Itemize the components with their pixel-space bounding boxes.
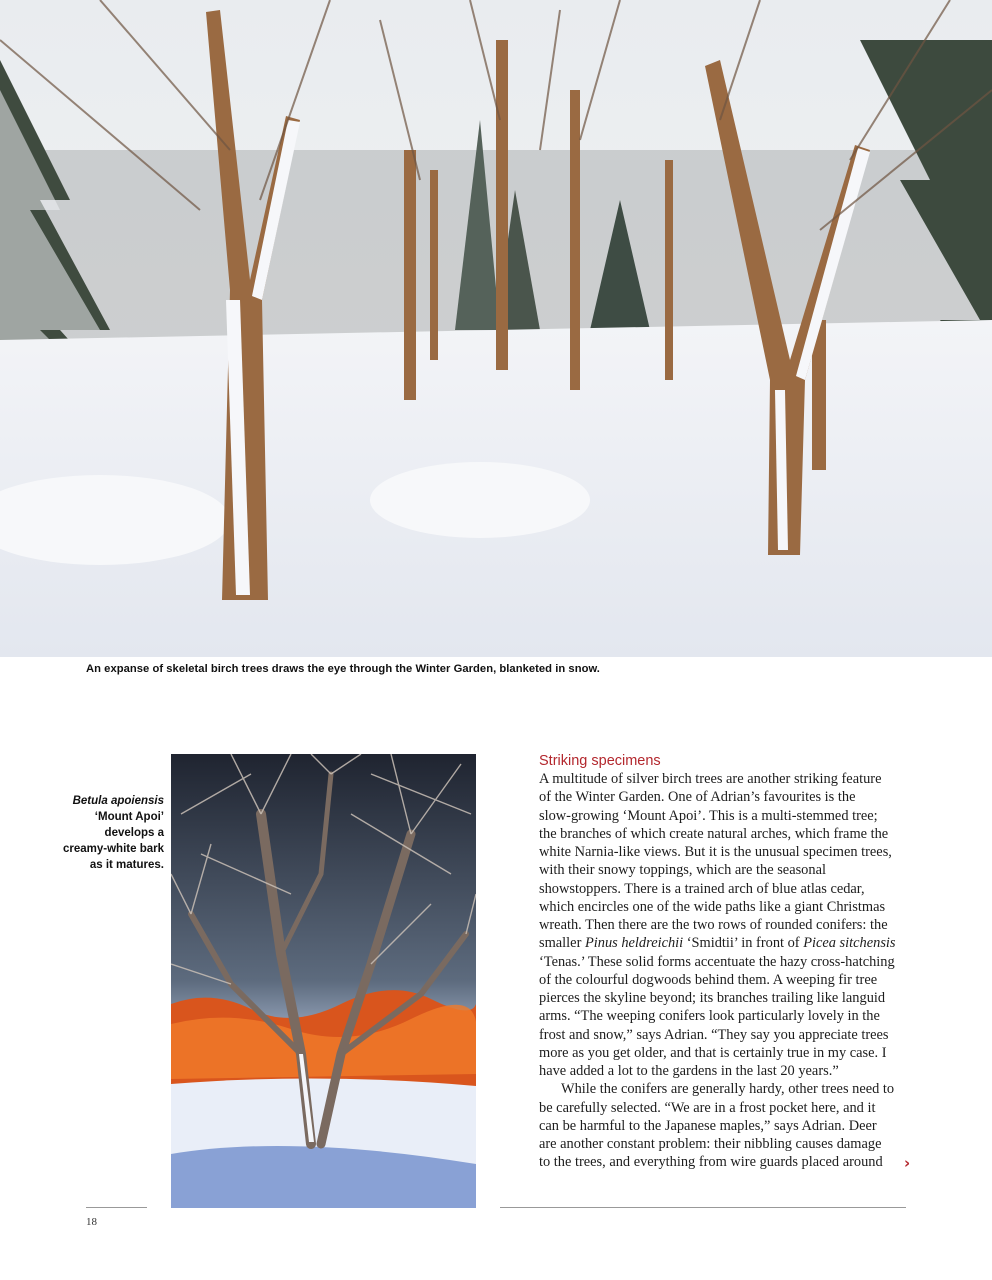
article-body <box>539 753 906 1172</box>
hero-caption: An expanse of skeletal birch trees draws the eye through the Winter Garden, blanketed in snow. <box>86 663 600 675</box>
body-line: more as you get older, and that is certainly true in my case. I <box>539 1044 887 1061</box>
body-line: with their snowy toppings, which are the seasonal <box>539 862 826 879</box>
body-text: smaller <box>539 935 585 952</box>
footer-rule-right <box>500 1207 906 1208</box>
body-line: frost and snow,” says Adrian. “They say you appreciate trees <box>539 1026 889 1043</box>
side-caption-line: creamy-white bark <box>63 843 164 855</box>
body-line: showstoppers. There is a trained arch of blue atlas cedar, <box>539 880 865 897</box>
body-line: can be harmful to the Japanese maples,” says Adrian. Deer <box>539 1117 877 1134</box>
betula-photo-illustration <box>171 754 476 1208</box>
side-caption-line: as it matures. <box>89 859 164 871</box>
body-text: ‘Smidtii’ in front of <box>683 935 804 952</box>
body-line: be carefully selected. “We are in a frost pocket here, and it <box>539 1099 876 1116</box>
body-line: to the trees, and everything from wire guards placed around <box>539 1154 883 1171</box>
body-line: A multitude of silver birch trees are another striking feature <box>539 771 882 787</box>
body-line: of the colourful dogwoods behind them. A weeping fir tree <box>539 971 878 988</box>
body-line: slow-growing ‘Mount Apoi’. This is a multi-stemmed tree; <box>539 807 878 824</box>
side-caption <box>40 793 164 873</box>
body-line: wreath. Then there are the two rows of rounded conifers: the <box>539 917 888 933</box>
body-line: arms. “The weeping conifers look particularly lovely in the <box>539 1008 880 1025</box>
species-name: Pinus heldreichii <box>584 935 684 952</box>
species-name: Picea sitchensis <box>803 935 896 952</box>
body-line: white Narnia-like views. But it is the unusual specimen trees, <box>539 844 892 860</box>
side-caption-species: Betula apoiensis <box>72 795 164 807</box>
body-line: of the Winter Garden. One of Adrian’s favourites is the <box>539 789 856 806</box>
body-line: which encircles one of the wide paths like a giant Christmas <box>539 898 886 915</box>
body-line: the branches of which create natural arches, which frame the <box>539 825 889 842</box>
body-line: ‘Tenas.’ These solid forms accentuate the hazy cross-hatching <box>539 953 895 970</box>
side-caption-line: ‘Mount Apoi’ <box>94 811 164 823</box>
body-line: While the conifers are generally hardy, other trees need to <box>561 1081 895 1098</box>
footer-rule-left <box>86 1207 147 1208</box>
section-heading: Striking specimens <box>539 753 661 769</box>
body-line: are another constant problem: their nibbling causes damage <box>539 1136 882 1152</box>
continue-arrow-icon: › <box>904 1154 911 1172</box>
body-line: pierces the skyline beyond; its branches trailing like languid <box>539 990 886 1006</box>
body-line-species <box>539 934 906 952</box>
betula-photo <box>171 754 476 1208</box>
page-number: 18 <box>86 1216 97 1228</box>
side-caption-line: develops a <box>104 827 164 839</box>
body-line: have added a lot to the gardens in the last 20 years.” <box>539 1063 839 1079</box>
